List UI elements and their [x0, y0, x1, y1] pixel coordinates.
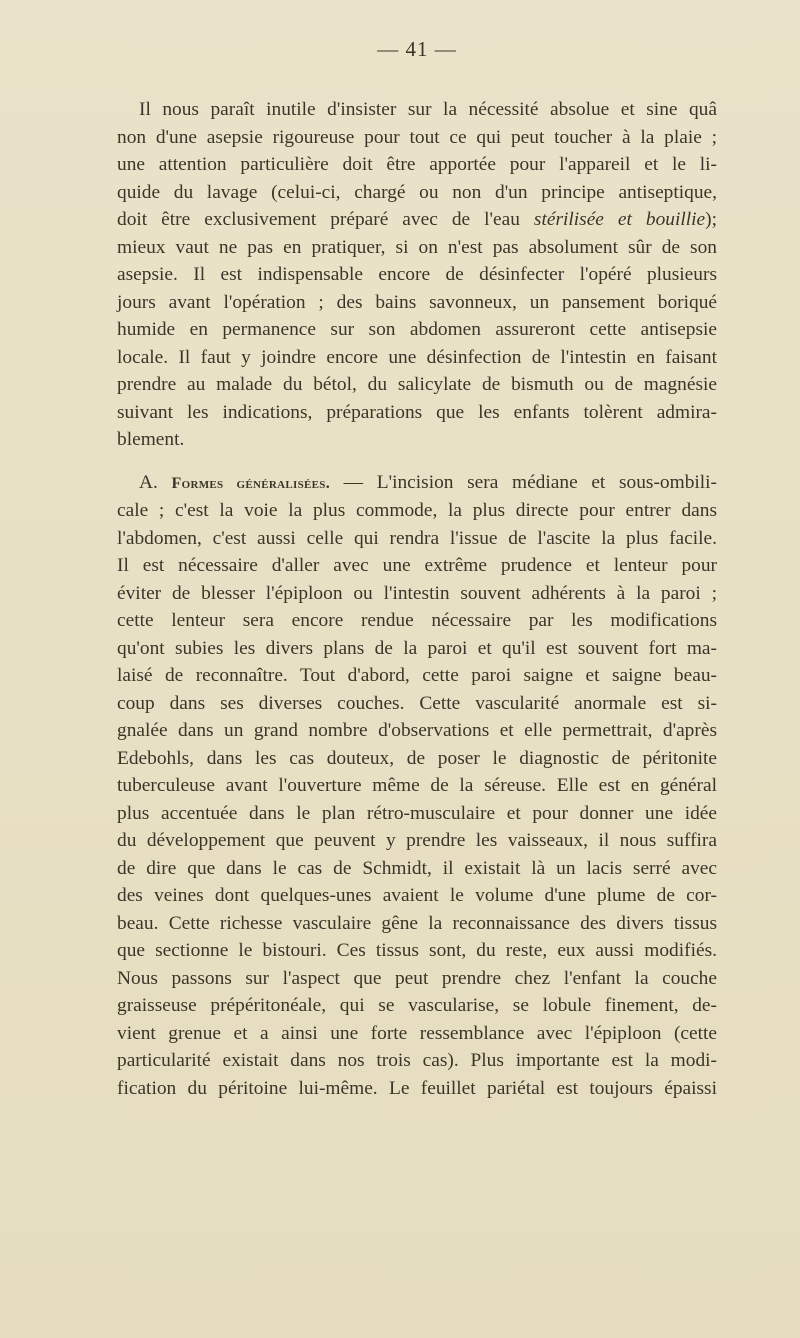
text-line: vient grenue et a ainsi une forte ressemblance avec l'épiploon (cette: [117, 1022, 717, 1044]
text-line: laisé de reconnaître. Tout d'abord, cette paroi saigne et saigne beau-: [117, 665, 717, 686]
text-line: des veines dont quelques-unes avaient le volume d'une plume de cor-: [117, 885, 717, 906]
text-line: prendre au malade du bétol, du salicylate de bismuth ou de magnésie: [117, 374, 717, 395]
text-line: suivant les indications, préparations que les enfants tolèrent admira-: [117, 401, 717, 423]
text-line: Il est nécessaire d'aller avec une extrême prudence et lenteur pour: [117, 555, 717, 576]
text-line: tuberculeuse avant l'ouverture même de la séreuse. Elle est en général: [117, 775, 717, 796]
text-line: particularité existait dans nos trois cas). Plus importante est la modi-: [117, 1050, 717, 1071]
text-line: asepsie. Il est indispensable encore de désinfecter l'opéré plusieurs: [117, 264, 717, 285]
text-line: gnalée dans un grand nombre d'observations et elle permettrait, d'après: [117, 720, 717, 741]
text-line: cale ; c'est la voie la plus commode, la plus directe pour entrer dans: [117, 500, 717, 521]
text-line: coup dans ses diverses couches. Cette vascularité anormale est si-: [117, 692, 717, 714]
text-line: Nous passons sur l'aspect que peut prendre chez l'enfant la couche: [117, 967, 717, 989]
text-fragment: doit être exclusivement préparé avec de l'eau: [117, 209, 534, 230]
text-line: blement.: [117, 429, 185, 450]
section-prefix: A.: [139, 471, 172, 493]
text-line: Edebohls, dans les cas douteux, de poser le diagnostic de péritonite: [117, 747, 717, 769]
text-line: beau. Cette richesse vasculaire gêne la reconnaissance des divers tissus: [117, 912, 717, 934]
text-line: mieux vaut ne pas en pratiquer, si on n'est pas absolument sûr de son: [117, 236, 717, 258]
text-line: plus accentuée dans le plan rétro-musculaire et pour donner une idée: [117, 802, 717, 824]
book-page: [117, 28, 717, 1102]
text-line: une attention particulière doit être apportée pour l'appareil et le li-: [117, 154, 717, 175]
text-line: non d'une asepsie rigoureuse pour tout ce qui peut toucher à la plaie ;: [117, 126, 717, 148]
text-line: humide en permanence sur son abdomen assureront cette antisepsie: [117, 319, 717, 340]
text-line: locale. Il faut y joindre encore une désinfection de l'intestin en faisant: [117, 346, 717, 368]
text-line: du développement que peuvent y prendre les vaisseaux, il nous suffira: [117, 830, 717, 851]
text-line: de dire que dans le cas de Schmidt, il existait là un lacis serré avec: [117, 857, 717, 879]
text-line: [117, 206, 717, 234]
text-line: que sectionne le bistouri. Ces tissus sont, du reste, eux aussi modifiés.: [117, 940, 717, 961]
text-line: cette lenteur sera encore rendue nécessaire par les modifications: [117, 610, 717, 631]
text-fragment: );: [705, 209, 717, 230]
text-line: qu'ont subies les divers plans de la paroi et qu'il est souvent fort ma-: [117, 637, 717, 659]
section-label: Formes généralisées.: [171, 474, 331, 492]
text-line: quide du lavage (celui-ci, chargé ou non d'un principe antiseptique,: [117, 181, 717, 203]
text-line: jours avant l'opération ; des bains savonneux, un pansement boriqué: [117, 291, 717, 313]
paragraph-generalized-forms: [117, 469, 717, 1103]
text-line: l'abdomen, c'est aussi celle qui rendra l'issue de l'ascite la plus facile.: [117, 527, 717, 549]
text-line: éviter de blesser l'épiploon ou l'intestin souvent adhérents à la paroi ;: [117, 582, 717, 604]
text-line: fication du péritoine lui-même. Le feuillet pariétal est toujours épaissi: [117, 1077, 717, 1099]
text-line: graisseuse prépéritonéale, qui se vascularise, se lobule finement, de-: [117, 995, 717, 1016]
paragraph-asepsis: [117, 96, 717, 454]
italic-phrase: stérilisée et bouillie: [533, 209, 706, 230]
text-line: [117, 469, 717, 498]
text-fragment: — L'incision sera médiane et sous-ombili-: [330, 471, 718, 493]
text-line: Il nous paraît inutile d'insister sur la nécessité absolue et sine quâ: [139, 99, 717, 120]
page-number: — 41 —: [377, 37, 457, 61]
